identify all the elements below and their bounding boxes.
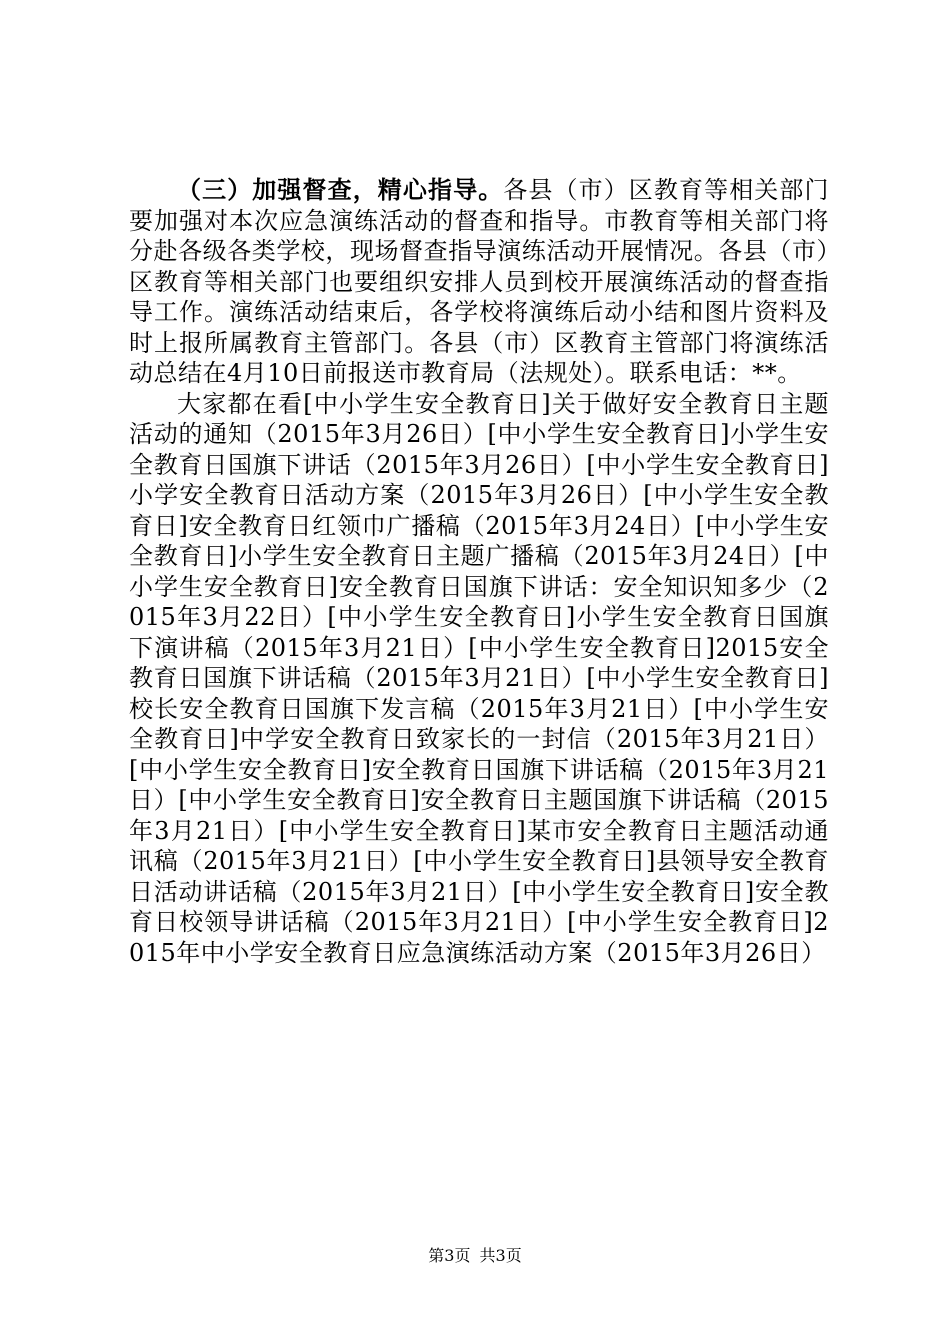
page-footer: [0, 1246, 950, 1266]
section-3-heading: （三）加强督查，精心指导。: [177, 175, 504, 204]
page-number: 第3页: [428, 1246, 471, 1265]
page-total: 共3页: [479, 1246, 522, 1265]
related-articles-paragraph: 大家都在看[中小学生安全教育日]关于做好安全教育日主题活动的通知（2015年3月26日）[中小学生安全教育日]小学生安全教育日国旗下讲话（2015年3月26日）[中小学生安全教育日]小学安全教育日活动方案（2015年3月26日）[中小学生安全教育日]安全教育日红领巾广播稿（2015年3月24日）[中小学生安全教育日]小学生安全教育日主题广播稿（2015年3月24日）[中小学生安全教育日]安全教育日国旗下讲话：安全知识知多少（2015年3月22日）[中小学生安全教育日]小学生安全教育日国旗下演讲稿（2015年3月21日）[中小学生安全教育日]2015安全教育日国旗下讲话稿（2015年3月21日）[中小学生安全教育日]校长安全教育日国旗下发言稿（2015年3月21日）[中小学生安全教育日]中学安全教育日致家长的一封信（2015年3月21日）[中小学生安全教育日]安全教育日国旗下讲话稿（2015年3月21日）[中小学生安全教育日]安全教育日主题国旗下讲话稿（2015年3月21日）[中小学生安全教育日]某市安全教育日主题活动通讯稿（2015年3月21日）[中小学生安全教育日]县领导安全教育日活动讲话稿（2015年3月21日）[中小学生安全教育日]安全教育日校领导讲话稿（2015年3月21日）[中小学生安全教育日]2015年中小学安全教育日应急演练活动方案（2015年3月26日）: [129, 389, 829, 967]
document-body: [129, 175, 829, 968]
section-3-paragraph: [129, 175, 829, 389]
section-3-text: 各县（市）区教育等相关部门要加强对本次应急演练活动的督查和指导。市教育等相关部门将分赴各级各类学校，现场督查指导演练活动开展情况。各县（市）区教育等相关部门也要组织安排人员到校开展演练活动的督查指导工作。演练活动结束后，各学校将演练后动小结和图片资料及时上报所属教育主管部门。各县（市）区教育主管部门将演练活动总结在4月10日前报送市教育局（法规处）。联系电话：**。: [129, 176, 830, 387]
